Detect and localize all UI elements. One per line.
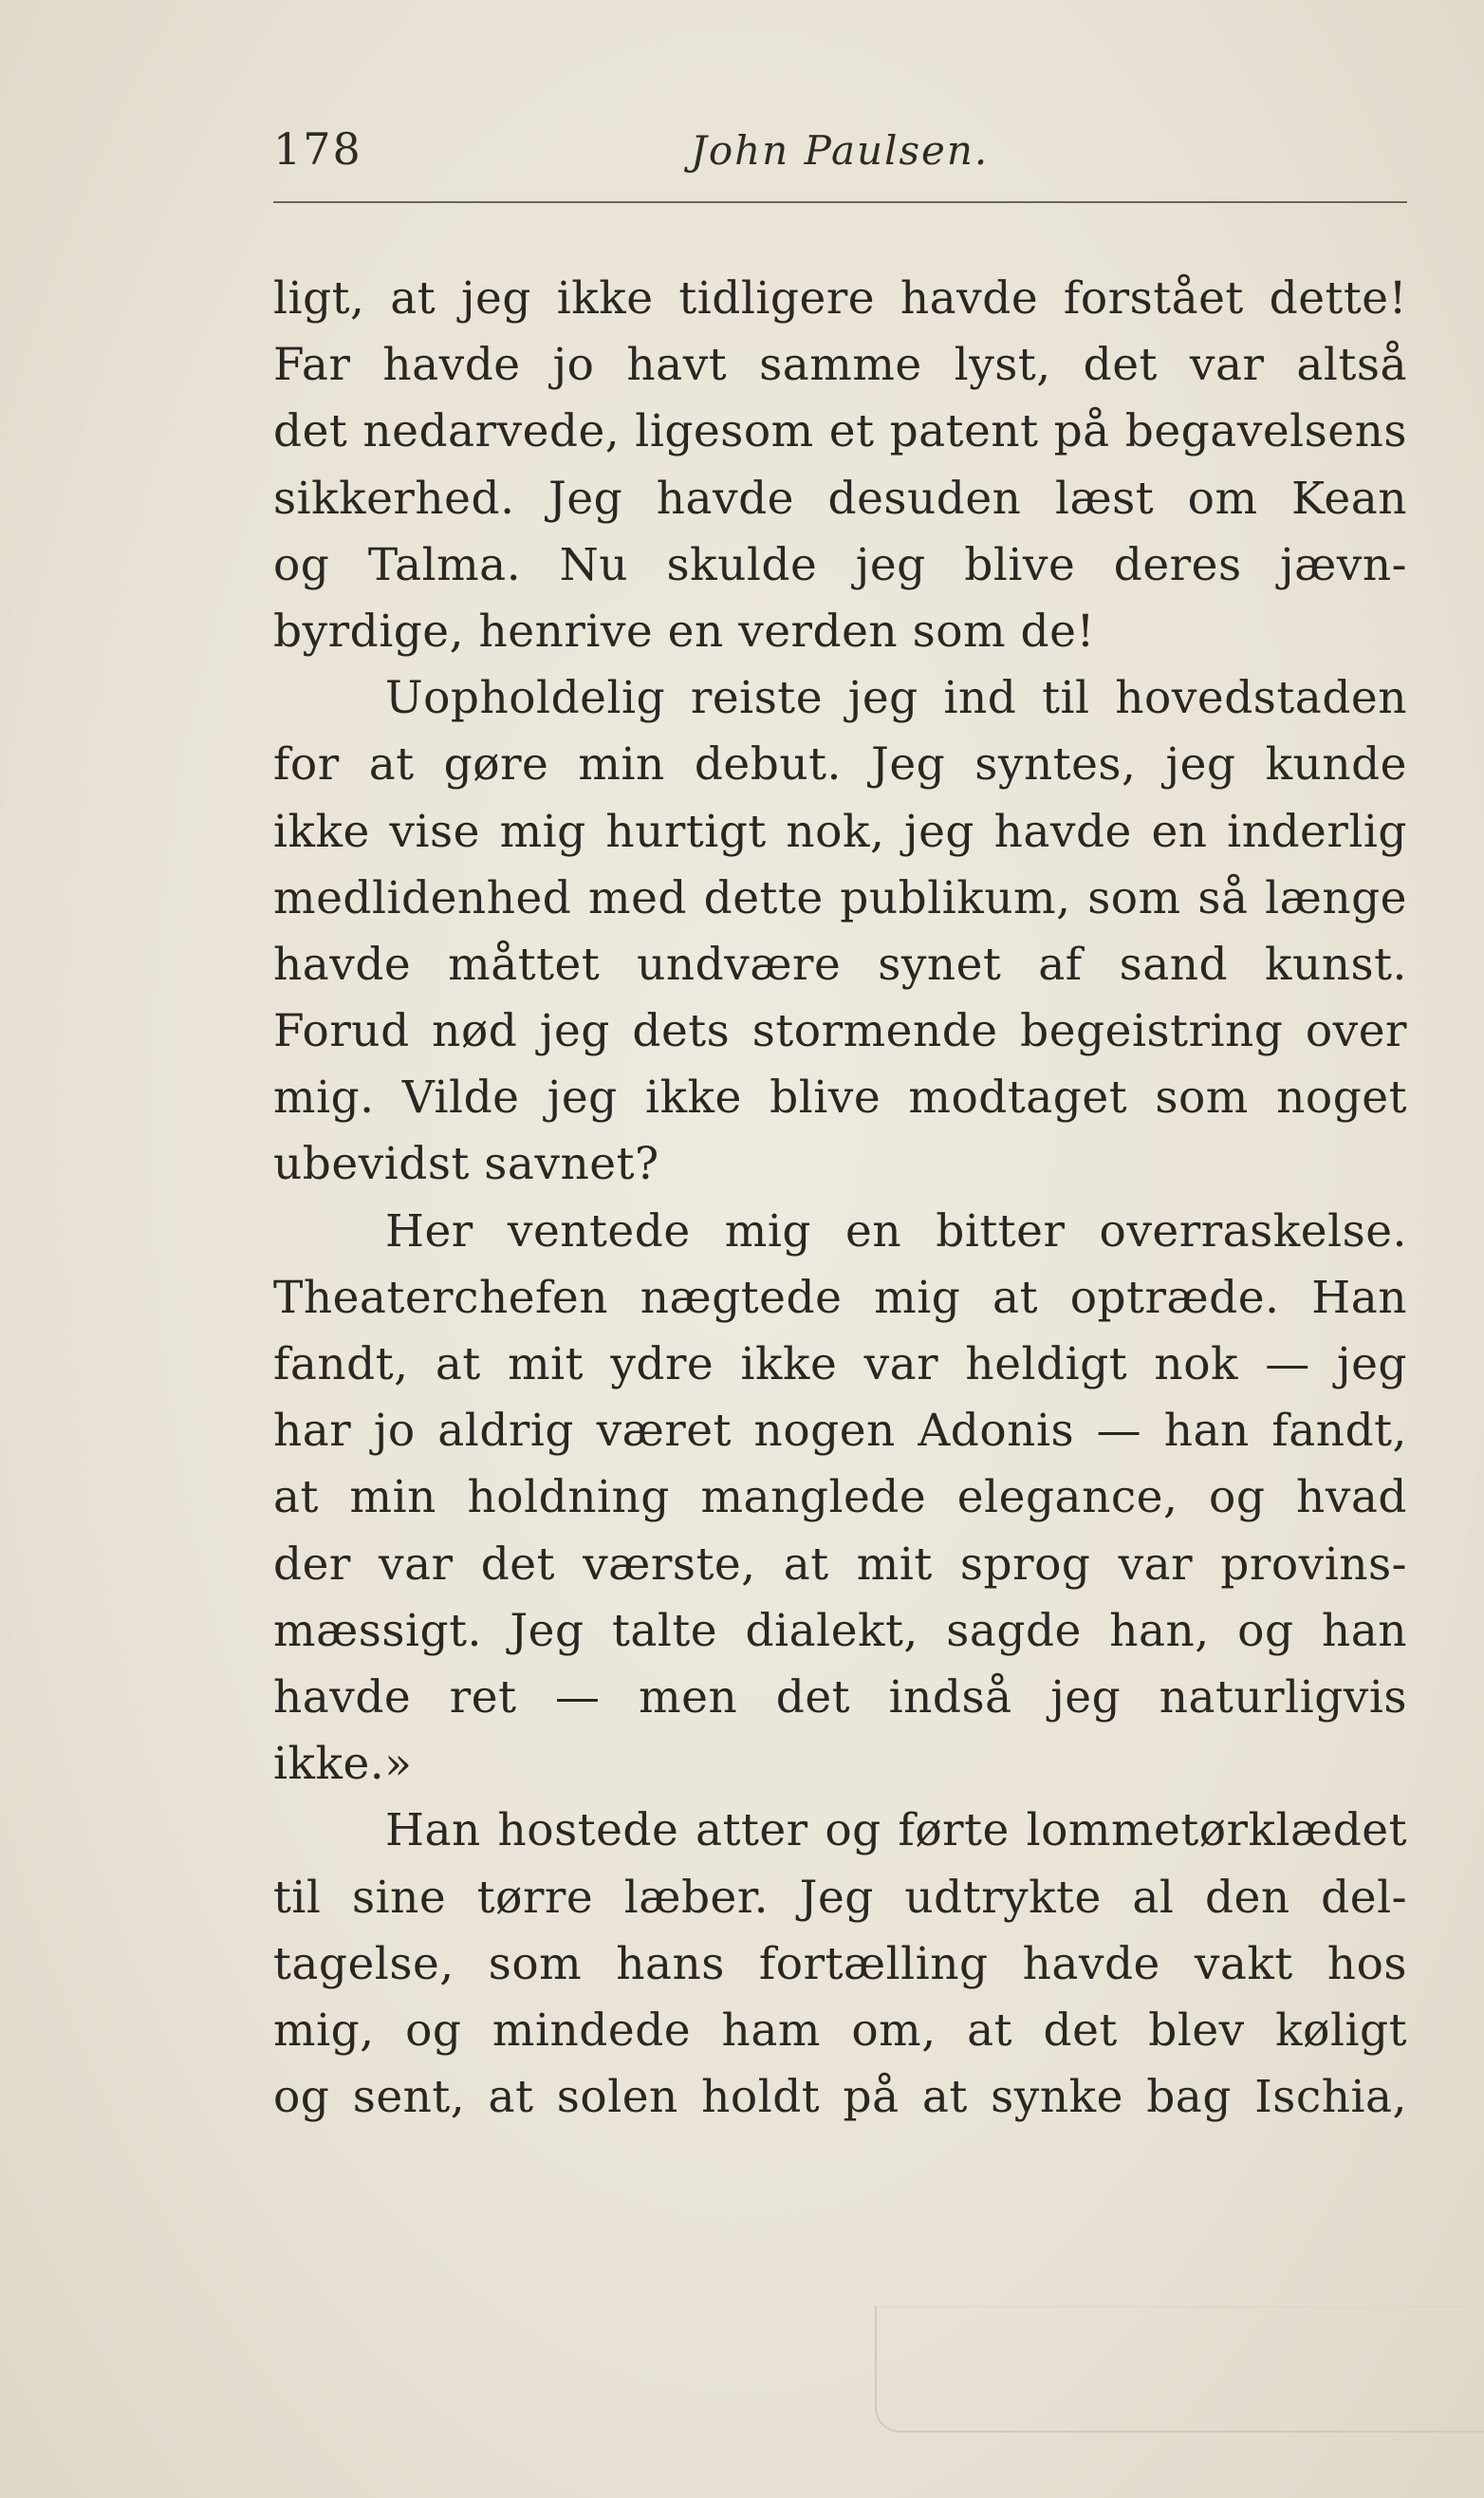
- text-line: mig, og mindede ham om, at det blev køligt: [273, 2004, 1407, 2057]
- text-line: Uopholdelig reiste jeg ind til hovedstaden: [385, 672, 1407, 725]
- page-number: 178: [273, 123, 362, 175]
- text-line: fandt, at mit ydre ikke var heldigt nok — jeg: [273, 1338, 1407, 1390]
- text-line: tagelse, som hans fortælling havde vakt hos: [273, 1937, 1407, 1990]
- text-line: ikke.»: [273, 1738, 413, 1791]
- text-line: det nedarvede, ligesom et patent på begavelsens: [273, 405, 1407, 458]
- text-line: medlidenhed med dette publikum, som så længe: [273, 871, 1407, 924]
- text-line: har jo aldrig været nogen Adonis — han fandt,: [273, 1405, 1407, 1458]
- header-rule: [273, 201, 1407, 203]
- text-line: til sine tørre læber. Jeg udtrykte al den del-: [273, 1871, 1407, 1924]
- paragraph: [273, 1199, 1407, 1799]
- body-text: [273, 266, 1407, 2131]
- text-line: byrdige, henrive en verden som de!: [273, 605, 1095, 658]
- text-line: for at gøre min debut. Jeg syntes, jeg kunde: [273, 738, 1407, 792]
- paragraph: [273, 665, 1407, 1199]
- text-line: Forud nød jeg dets stormende begeistring over: [273, 1005, 1407, 1058]
- page-edge-mark: [875, 2306, 1484, 2433]
- text-line: Han hostede atter og førte lommetørklædet: [385, 1804, 1407, 1857]
- text-line: og Talma. Nu skulde jeg blive deres jævn-: [273, 538, 1407, 591]
- text-line: at min holdning manglede elegance, og hvad: [273, 1471, 1407, 1524]
- text-line: sikkerhed. Jeg havde desuden læst om Kean: [273, 472, 1407, 525]
- text-line: mig. Vilde jeg ikke blive modtaget som noget: [273, 1072, 1407, 1125]
- paragraph: [273, 1798, 1407, 2131]
- text-line: der var det værste, at mit sprog var provins-: [273, 1538, 1407, 1591]
- page-header: [273, 123, 1407, 199]
- text-line: Theaterchefen nægtede mig at optræde. Han: [273, 1271, 1407, 1324]
- text-line: og sent, at solen holdt på at synke bag Ischia,: [273, 2071, 1407, 2124]
- text-line: ikke vise mig hurtigt nok, jeg havde en inderlig: [273, 805, 1407, 858]
- paragraph: [273, 266, 1407, 665]
- text-line: Far havde jo havt samme lyst, det var altså: [273, 339, 1407, 392]
- text-line: ubevidst savnet?: [273, 1138, 659, 1191]
- text-line: ligt, at jeg ikke tidligere havde forstået dette!: [273, 272, 1407, 325]
- text-line: havde ret — men det indså jeg naturligvis: [273, 1670, 1407, 1724]
- text-line: havde måttet undvære synet af sand kunst.: [273, 938, 1407, 991]
- text-line: Her ventede mig en bitter overraskelse.: [385, 1204, 1407, 1258]
- text-line: mæssigt. Jeg talte dialekt, sagde han, og han: [273, 1604, 1407, 1657]
- running-title: John Paulsen.: [691, 127, 990, 174]
